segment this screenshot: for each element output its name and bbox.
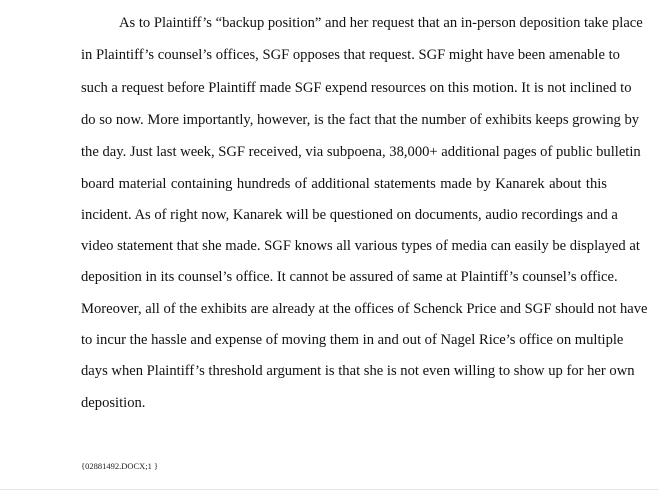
paragraph-line: in Plaintiff’s counsel’s offices, SGF opposes that request. SGF might have been amenable to	[81, 47, 620, 63]
page-bottom-divider	[0, 489, 658, 490]
paragraph-line: deposition.	[81, 395, 146, 411]
paragraph-line: video statement that she made. SGF knows all various types of media can easily be displayed at	[81, 238, 640, 254]
paragraph-line: incident. As of right now, Kanarek will be questioned on documents, audio recordings and a	[81, 207, 618, 223]
paragraph-line: As to Plaintiff’s “backup position” and her request that an in-person deposition take place	[119, 15, 643, 31]
paragraph-line: to incur the hassle and expense of moving them in and out of Nagel Rice’s office on multiple	[81, 332, 624, 348]
paragraph-line: the day. Just last week, SGF received, via subpoena, 38,000+ additional pages of public bulletin	[81, 144, 641, 160]
paragraph-line: deposition in its counsel’s office. It cannot be assured of same at Plaintiff’s counsel’s office.	[81, 269, 618, 285]
paragraph-line: such a request before Plaintiff made SGF expend resources on this motion. It is not inclined to	[81, 80, 632, 96]
paragraph-line: days when Plaintiff’s threshold argument is that she is not even willing to show up for her own	[81, 363, 635, 379]
paragraph-line: board material containing hundreds of additional statements made by Kanarek about this	[81, 176, 607, 192]
paragraph-line: Moreover, all of the exhibits are already at the offices of Schenck Price and SGF should not have	[81, 301, 648, 317]
paragraph-line: do so now. More importantly, however, is the fact that the number of exhibits keeps growing by	[81, 112, 640, 128]
document-id-footer: {02881492.DOCX;1 }	[81, 461, 159, 471]
